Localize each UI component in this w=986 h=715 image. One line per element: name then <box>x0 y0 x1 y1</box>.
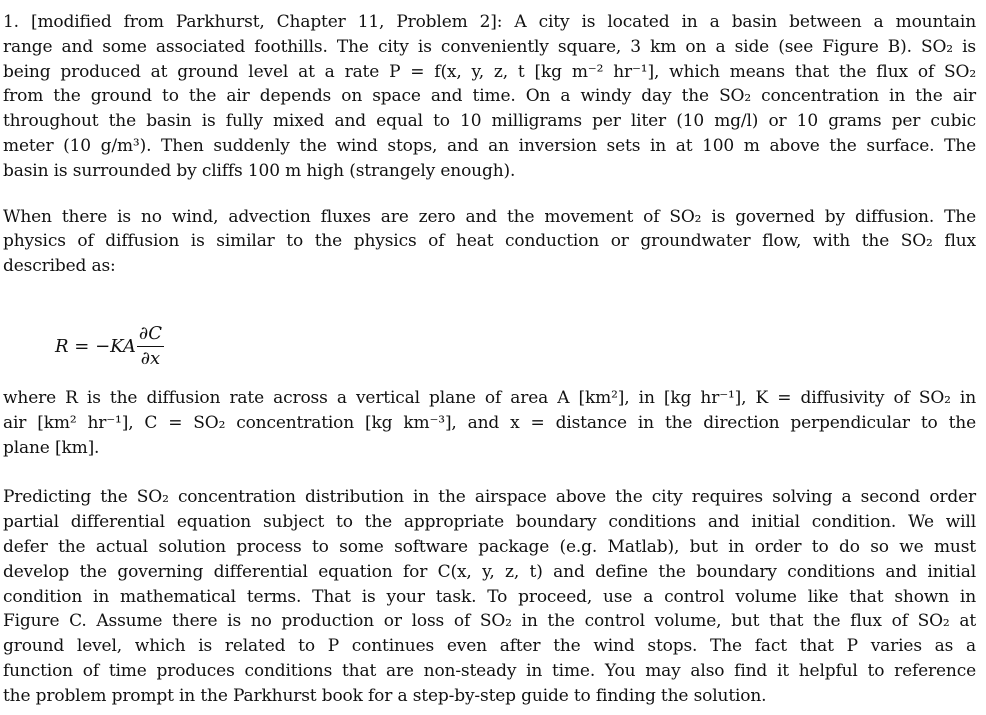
diffusion-equation <box>3 321 976 373</box>
text-line: basin is surrounded by cliffs 100 m high (strangely enough). <box>3 160 516 181</box>
text-line: When there is no wind, advection fluxes are zero and the movement of SO₂ is governed by diffusion. The <box>3 206 976 227</box>
text-line: where R is the diffusion rate across a vertical plane of area A [km²], in [kg hr⁻¹], K = diffusivity of SO₂ in <box>3 387 976 408</box>
text-line: develop the governing differential equation for C(x, y, z, t) and define the boundary conditions and initial <box>3 561 976 582</box>
equation-numerator: ∂C <box>137 323 164 347</box>
text-line: ground level, which is related to P continues even after the wind stops. The fact that P varies as a <box>3 636 976 657</box>
text-line: Predicting the SO₂ concentration distribution in the airspace above the city requires solving a second order <box>3 487 976 508</box>
text-line: throughout the basin is fully mixed and equal to 10 milligrams per liter (10 mg/l) or 10 grams per cubic <box>3 111 976 132</box>
text-line: being produced at ground level at a rate P = f(x, y, z, t [kg m⁻² hr⁻¹], which means that the flux of SO₂ <box>3 61 976 82</box>
equation-lhs: R = −KA <box>55 336 136 358</box>
text-line: physics of diffusion is similar to the physics of heat conduction or groundwater flow, with the SO₂ flux <box>3 231 976 252</box>
text-line: 1. [modified from Parkhurst, Chapter 11, Problem 2]: A city is located in a basin between a mountain <box>3 12 976 32</box>
text-line: range and some associated foothills. The city is conveniently square, 3 km on a side (see Figure B). SO₂ is <box>3 36 976 57</box>
diffusion-paragraph <box>3 205 976 279</box>
text-line: condition in mathematical terms. That is your task. To proceed, use a control volume like that shown in <box>3 586 976 607</box>
text-line: plane [km]. <box>3 437 100 458</box>
equation-fraction <box>137 323 164 370</box>
text-line: from the ground to the air depends on space and time. On a windy day the SO₂ concentration in the air <box>3 86 976 107</box>
task-paragraph <box>3 485 976 708</box>
text-line: meter (10 g/m³). Then suddenly the wind stops, and an inversion sets in at 100 m above the surface. The <box>3 135 976 156</box>
text-line: described as: <box>3 256 116 277</box>
text-line: defer the actual solution process to some software package (e.g. Matlab), but in order to do so we must <box>3 536 976 557</box>
problem-intro-paragraph <box>3 10 976 184</box>
text-line: partial differential equation subject to the appropriate boundary conditions and initial condition. We will <box>3 512 976 533</box>
text-line: Figure C. Assume there is no production or loss of SO₂ in the control volume, but that the flux of SO₂ at <box>3 611 976 632</box>
text-line: function of time produces conditions that are non-steady in time. You may also find it helpful to reference <box>3 660 976 681</box>
equation-denominator: ∂x <box>140 348 161 370</box>
text-line: the problem prompt in the Parkhurst book for a step-by-step guide to finding the solution. <box>3 685 767 706</box>
variable-definitions-paragraph <box>3 386 976 460</box>
text-line: air [km² hr⁻¹], C = SO₂ concentration [kg km⁻³], and x = distance in the direction perpendicular to the <box>3 412 976 433</box>
